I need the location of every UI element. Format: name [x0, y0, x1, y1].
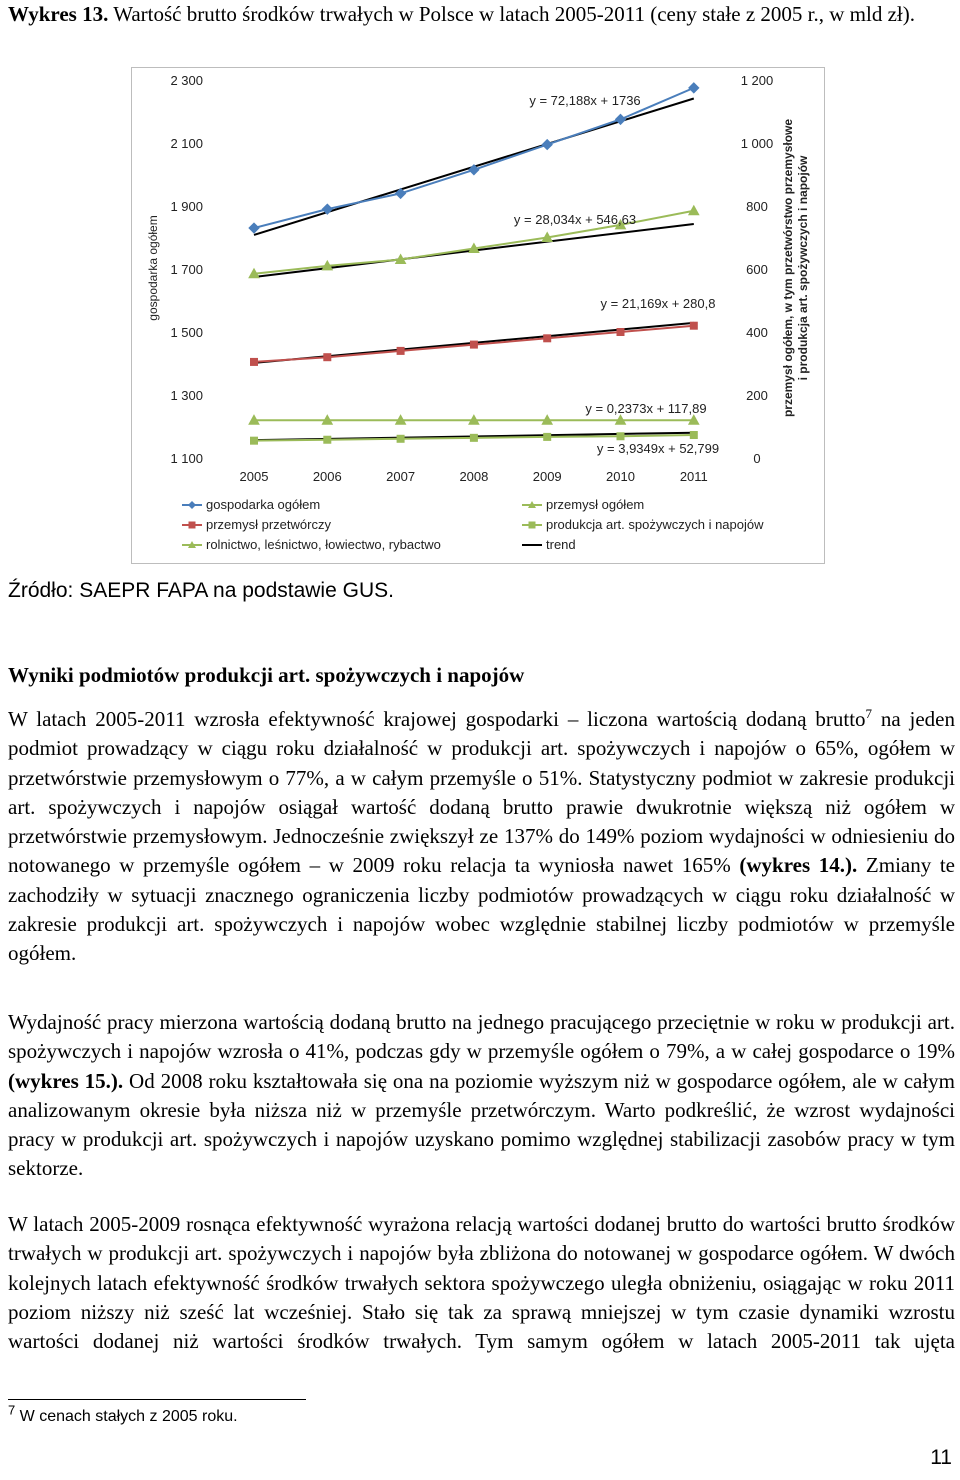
- source-note: Źródło: SAEPR FAPA na podstawie GUS.: [8, 579, 394, 602]
- right-axis-tick-label: 1 200: [740, 73, 774, 88]
- legend-label: trend: [546, 537, 576, 552]
- left-axis-tick-label: 1 900: [170, 199, 203, 214]
- section-heading: Wyniki podmiotów produkcji art. spożywczych i napojów: [8, 663, 525, 687]
- paragraph-productivity: [8, 1008, 955, 1184]
- data-point-square: [250, 437, 258, 445]
- legend-label: gospodarka ogółem: [206, 497, 321, 512]
- data-point-square: [250, 358, 258, 366]
- x-axis-tick-label: 2011: [679, 469, 708, 484]
- trend-equation-label: y = 0,2373x + 117,89: [585, 401, 707, 416]
- x-axis-tick-label: 2007: [386, 469, 416, 484]
- x-axis-tick-label: 2009: [532, 469, 562, 484]
- legend-label: przemysł ogółem: [546, 497, 645, 512]
- data-point-square: [617, 432, 625, 440]
- right-axis-tick-label: 400: [746, 325, 768, 340]
- left-axis-tick-label: 1 700: [170, 262, 203, 277]
- paragraph-text: na jeden podmiot prowadzący w ciągu roku działalność w produkcji art. spożywczych i napojów o 65%, ogółem w przetwórstwie przemysłowym o 77%, a w całym przemyśle o 51%. Statystyczny podmiot w zakresie produkcji art. spożywczych i napojów osiągał wartość dodaną brutto prawie dwukrotnie większą niż ogółem w przetwórstwie przemysłowym. Jednocześnie zwiększył ze 137% do 149% poziom wydajności w odniesieniu do notowanego w przemyśle ogółem – w 2009 roku relacja ta wyniosła nawet 165%: [8, 707, 956, 878]
- data-point-square: [690, 431, 698, 439]
- footnote-text: W cenach stałych z 2005 roku.: [15, 1408, 238, 1425]
- left-axis-tick-label: 1 300: [170, 388, 203, 403]
- data-point-square: [323, 436, 331, 444]
- left-axis-tick-label: 1 500: [170, 325, 203, 340]
- legend-marker-diamond: [188, 501, 196, 509]
- left-axis-tick-label: 1 100: [170, 451, 203, 466]
- left-axis-tick-label: 2 300: [170, 73, 203, 88]
- legend-label: przemysł przetwórczy: [206, 517, 331, 532]
- data-point-diamond: [249, 223, 259, 233]
- paragraph-text: Wydajność pracy mierzona wartością dodaną brutto na jednego pracującego przeciętnie w roku w produkcji art. spożywczych i napojów wzrosła o 41%, podczas gdy w przemyśle ogółem o 79%, a w całej gospodarce o 19%: [8, 1010, 955, 1064]
- paragraph-efficiency: [8, 705, 955, 969]
- right-axis-tick-label: 0: [753, 451, 761, 466]
- legend-marker-square: [189, 522, 196, 529]
- data-point-square: [543, 334, 551, 342]
- trend-equation-label: y = 28,034x + 546,63: [513, 212, 637, 227]
- line-chart: [0, 0, 960, 600]
- left-axis-tick-label: 2 100: [170, 136, 203, 151]
- right-axis-title: i produkcja art. spożywczych i napojów: [796, 155, 810, 381]
- footnote-divider: [8, 1399, 306, 1400]
- legend-marker-square: [529, 522, 536, 529]
- data-point-diamond: [689, 83, 699, 93]
- figure-caption-label: Wykres 13.: [8, 2, 109, 26]
- series-line: [254, 88, 694, 228]
- right-axis-tick-label: 200: [746, 388, 768, 403]
- data-point-square: [470, 341, 478, 349]
- trend-equation-label: y = 21,169x + 280,8: [600, 296, 716, 311]
- paragraph-text: Zmiany te zachodziły w sytuacji znacznego ograniczenia liczby podmiotów prowadzących w ciągu roku działalność w zakresie produkcji art. spożywczych i napojów wobec względnie stabilnej liczby podmiotów w przemyśle ogółem.: [8, 853, 955, 966]
- figure-reference: (wykres 15.).: [8, 1068, 124, 1093]
- data-point-square: [397, 435, 405, 443]
- left-axis-title: gospodarka ogółem: [146, 215, 160, 321]
- x-axis-tick-label: 2005: [239, 469, 269, 484]
- data-point-square: [690, 322, 698, 330]
- x-axis-tick-label: 2008: [459, 469, 489, 484]
- right-axis-tick-label: 600: [746, 262, 768, 277]
- paragraph-text: W latach 2005-2011 wzrosła efektywność krajowej gospodarki – liczona wartością dodaną brutto: [8, 707, 866, 731]
- data-point-square: [397, 347, 405, 355]
- data-point-triangle: [689, 206, 699, 215]
- data-point-square: [470, 434, 478, 442]
- data-point-diamond: [542, 140, 552, 150]
- right-axis-tick-label: 1 000: [740, 136, 774, 151]
- right-axis-tick-label: 800: [746, 199, 768, 214]
- right-axis-title: przemysł ogółem, w tym przetwórstwo przemysłowe: [781, 118, 795, 418]
- footnote-number: 7: [8, 1402, 16, 1418]
- legend-label: rolnictwo, leśnictwo, łowiectwo, rybactwo: [206, 537, 441, 552]
- data-point-square: [323, 353, 331, 361]
- paragraph-text: Od 2008 roku kształtowała się ona na poziomie wyższym niż w gospodarce ogółem, ale w całym analizowanym okresie była niższa niż w przemyśle przetwórczym. Warto podkreślić, że wzrost wydajności pracy w produkcji art. spożywczych i napojów uzyskano pomimo względnej stabilizacji zasobów pracy w tym sektorze.: [8, 1068, 956, 1181]
- trend-equation-label: y = 3,9349x + 52,799: [596, 441, 720, 456]
- data-point-square: [617, 328, 625, 336]
- footnote: [8, 1402, 238, 1426]
- legend-label: produkcja art. spożywczych i napojów: [546, 517, 764, 532]
- trend-equation-label: y = 72,188x + 1736: [529, 93, 641, 108]
- footnote-ref: 7: [865, 706, 873, 721]
- page-number: 11: [930, 1446, 952, 1469]
- paragraph-fixed-assets: W latach 2005-2009 rosnąca efektywność wyrażona relacją wartości dodanej brutto do wartości brutto środków trwałych w produkcji art. spożywczych i napojów była zbliżona do notowanej w gospodarce ogółem. W dwóch kolejnych latach efektywność środków trwałych sektora spożywczego uległa obniżeniu, osiągając w roku 2011 poziom niższy niż sześć lat wcześniej. Stało się tak za sprawą mniejszej w tym czasie dynamiki wzrostu wartości dodanej niż wartości środków trwałych. Tym samym ogółem w latach 2005-2011 tak ujęta: [8, 1212, 955, 1354]
- figure-reference: (wykres 14.).: [739, 853, 858, 878]
- data-point-square: [543, 433, 551, 441]
- figure-caption-text: Wartość brutto środków trwałych w Polsce w latach 2005-2011 (ceny stałe z 2005 r., w mld zł).: [108, 2, 915, 26]
- x-axis-tick-label: 2010: [606, 469, 635, 484]
- x-axis-tick-label: 2006: [312, 469, 342, 484]
